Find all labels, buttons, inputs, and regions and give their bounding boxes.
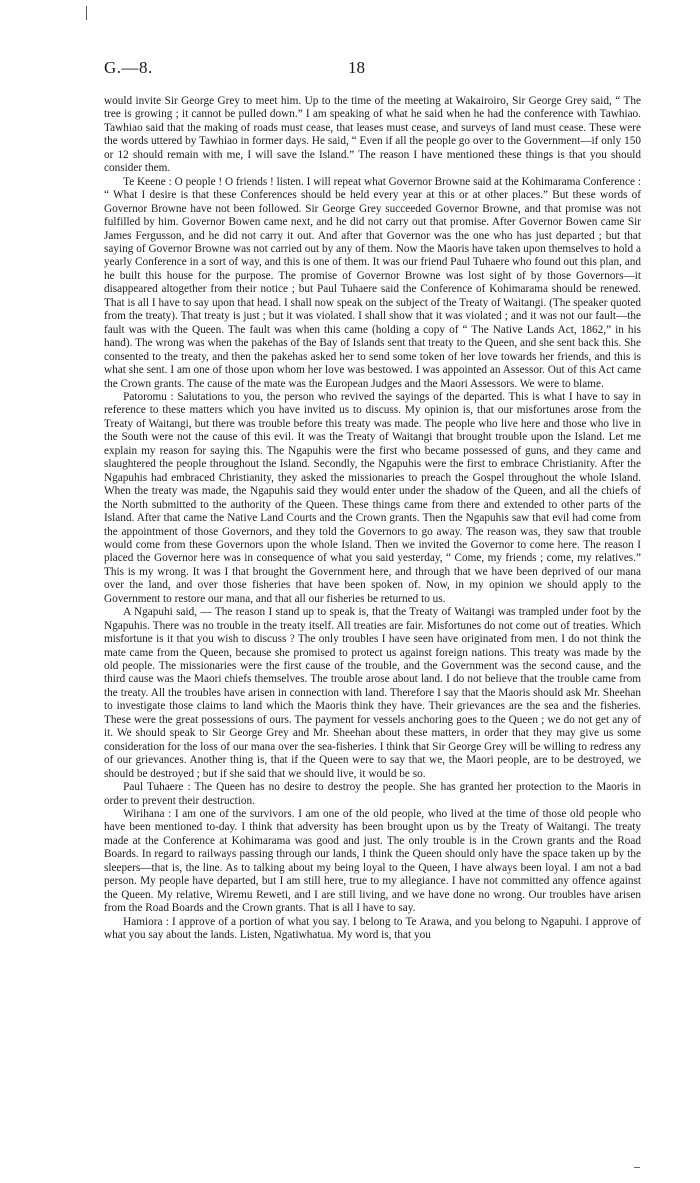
document-reference: G.—8. bbox=[104, 58, 153, 77]
body-text bbox=[104, 95, 641, 943]
margin-mark bbox=[634, 1167, 640, 1168]
paragraph: would invite Sir George Grey to meet him. Up to the time of the meeting at Wakairoiro, Sir George Grey said, “ The tree is growing ; it cannot be pulled down.” I am speaking of what he said when he had the conference with Tawhiao. Tawhiao said that the making of roads must cease, that leases must cease, and surveys of land must cease. These were the words uttered by Tawhiao in former days. He said, “ Even if all the people go over to the Government—if only 150 or 12 should remain with me, I will save the Island.” The reason I have mentioned these things is that you should consider them. bbox=[104, 95, 641, 175]
paragraph: Hamiora : I approve of a portion of what you say. I belong to Te Arawa, and you belong to Ngapuhi. I approve of what you say about the lands. Listen, Ngatiwhatua. My word is, that you bbox=[104, 915, 641, 942]
page-header bbox=[104, 58, 660, 82]
paragraph: A Ngapuhi said, — The reason I stand up to speak is, that the Treaty of Waitangi was trampled under foot by the Ngapuhis. There was no trouble in the treaty itself. All treaties are fair. Misfortunes do not come out of treaties. Which misfortune is it that you wish to discuss ? The only troubles I have seen have originated from men. I do not think the mate came from the Queen, because she promised to protect us against foreign nations. This treaty was made by the old people. The missionaries were the first cause of the trouble, and the Government was the second cause, and the third cause was the Maori chiefs themselves. The trouble arose about land. I do not believe that the trouble came from the treaty. All the troubles have arisen in connection with land. Therefore I say that the Maoris should ask Mr. Sheehan to investigate those claims to land which the Maoris think they have. Their grievances are the sea and the fisheries. These were the great possessions of ours. The payment for vessels anchoring goes to the Queen ; we do not get any of it. We should speak to Sir George Grey and Mr. Sheehan about these matters, in order that they may give us some consideration for the loss of our mana over the sea-fisheries. I think that Sir George Grey will be willing to redress any of our grievances. Another thing is, that if the Queen were to say that we, the Maori people, are to be destroyed, we should be destroyed ; but if she said that we should live, it would be so. bbox=[104, 606, 641, 780]
paragraph: Patoromu : Salutations to you, the person who revived the sayings of the departed. This is what I have to say in reference to these matters which you have invited us to discuss. My opinion is, that our misfortunes arose from the Treaty of Waitangi, but there was trouble before this treaty was made. The people who live here and those who live in the South were not the cause of this evil. It was the Treaty of Waitangi that brought trouble upon the Island. Let me explain my reason for saying this. The Ngapuhis were the first who became possessed of guns, and they came and slaughtered the people throughout the Island. Secondly, the Ngapuhis were the first to embrace Christianity. After the Ngapuhis had embraced Christianity, they asked the missionaries to preach the Gospel throughout the whole Island. When the treaty was made, the Ngapuhis said they would enter under the shadow of the Queen, and all the chiefs of the North submitted to the authority of the Queen. These things came from there and extended to other parts of the Island. After that came the Native Land Courts and the Crown grants. Then the Ngapuhis saw that evil had come from the appointment of those Governors, and they told the Governors to go away. The reason was, they saw that trouble would come from these Governors upon the whole Island. Then we invited the Governor to come here. The reason I placed the Governor here was in consequence of what you said yesterday, “ Come, my friends ; come, my relatives.” This is my wrong. It was I that brought the Government here, and through that we have been deprived of our mana over the land, and over those fisheries that have been spoken of. Now, in my opinion we should apply to the Government to restore our mana, and that all our fisheries be returned to us. bbox=[104, 390, 641, 605]
margin-mark bbox=[86, 6, 87, 20]
paragraph: Wirihana : I am one of the survivors. I am one of the old people, who lived at the time of those old people who have been mentioned to-day. I think that adversity has been brought upon us by the Treaty of Waitangi. The treaty made at the Conference at Kohimarama was good and just. The only trouble is in the Crown grants and the Road Boards. In regard to railways passing through our lands, I think the Queen should only have the space taken up by the sleepers—that is, the line. As to talking about my being loyal to the Queen, I have always been loyal. I am not a bad person. My people have departed, but I am still here, true to my allegiance. I have not committed any offence against the Queen. My relative, Wiremu Reweti, and I are still living, and we have done no wrong. Our troubles have arisen from the Road Boards and the Crown grants. That is all I have to say. bbox=[104, 808, 641, 915]
page-number: 18 bbox=[348, 58, 365, 77]
paragraph: Paul Tuhaere : The Queen has no desire to destroy the people. She has granted her protection to the Maoris in order to prevent their destruction. bbox=[104, 781, 641, 807]
paragraph: Te Keene : O people ! O friends ! listen. I will repeat what Governor Browne said at the Kohimarama Conference : “ What I desire is that these Conferences should be held every year at this or at other places.” But these words of Governor Browne have not been followed. Sir George Grey succeeded Governor Browne, and that promise was not fulfilled by him. Governor Bowen came next, and he did not carry out that promise. After Governor Bowen came Sir James Fergusson, and he did not carry it out. And after that Governor was the one who has just departed ; but that saying of Governor Browne was not carried out by any of them. Now the Maoris have taken upon themselves to hold a yearly Conference in a sort of way, and this is one of them. It was our friend Paul Tuhaere who found out this plan, and he built this house for the purpose. The promise of Governor Browne was lost sight of by those Governors—it disappeared altogether from their notice ; but Paul Tuhaere said the Conference of Kohimarama should be renewed. That is all I have to say upon that head. I shall now speak on the subject of the Treaty of Waitangi. (The speaker quoted from the treaty). That treaty is just ; but it was violated. I shall show that it was violated ; and it was not our fault—the fault was with the Queen. The fault was when this came (holding a copy of “ The Native Lands Act, 1862,” in his hand). The wrong was when the pakehas of the Bay of Islands sent that treaty to the Queen, and she sent back this. She consented to the treaty, and then the pakehas asked her to send some token of her love towards her friends, and this is what she sent. I am one of those upon whom her love was bestowed. I was appointed an Assessor. Out of this Act came the Crown grants. The cause of the mate was the European Judges and the Maori Assessors. We were to blame. bbox=[104, 175, 641, 390]
